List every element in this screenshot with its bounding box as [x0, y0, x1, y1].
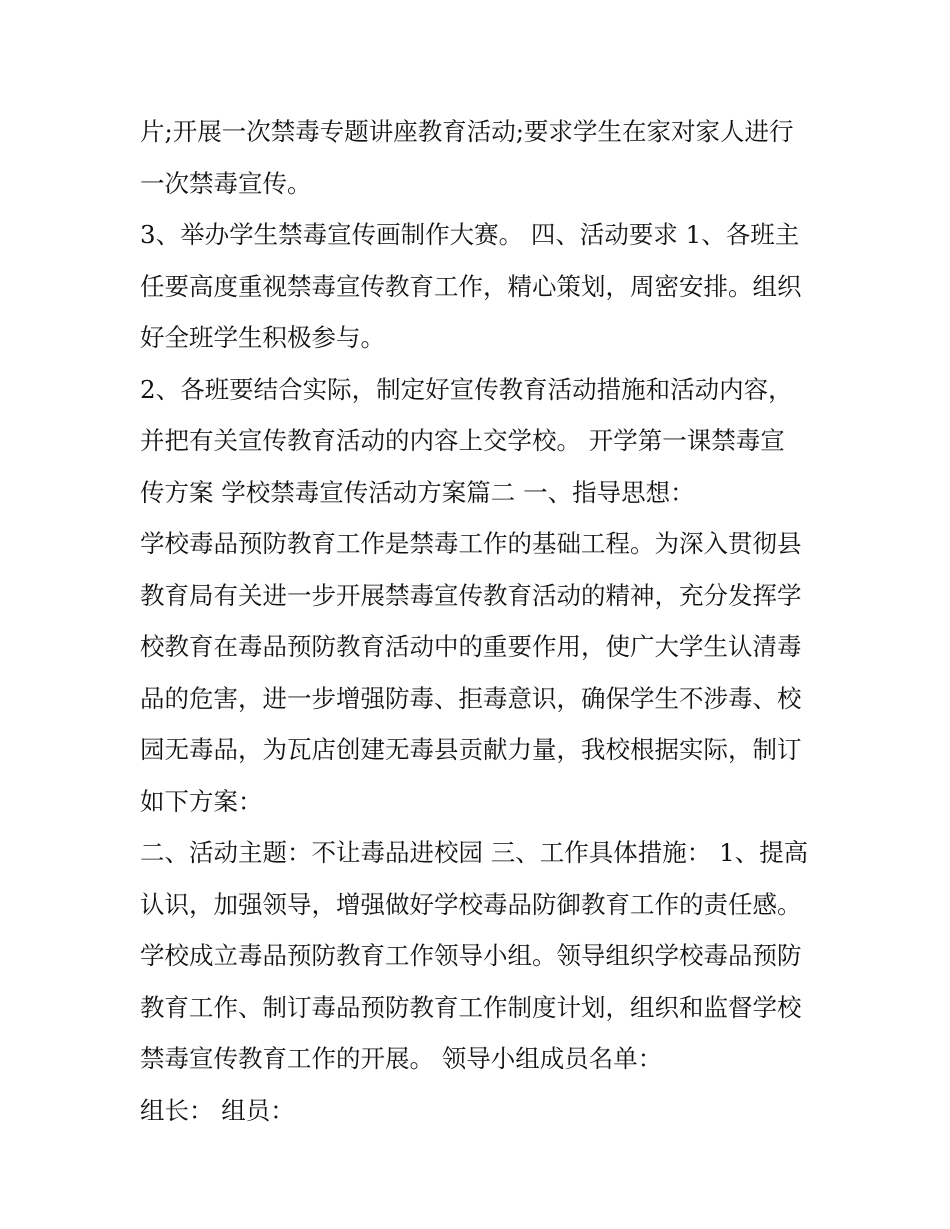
text-line: 学校毒品预防教育工作是禁毒工作的基础工程。为深入贯彻县: [140, 529, 802, 558]
text-line: 二、活动主题：不让毒品进校园 三、工作具体措施： 1、提高: [140, 838, 809, 867]
text-line: 一次禁毒宣传。: [140, 168, 312, 198]
text-line: 任要高度重视禁毒宣传教育工作，精心策划，周密安排。组织: [140, 271, 802, 301]
text-line: 教育局有关进一步开展禁毒宣传教育活动的精神，充分发挥学: [140, 580, 802, 610]
text-line: 并把有关宣传教育活动的内容上交学校。 开学第一课禁毒宣: [140, 426, 785, 455]
text-line: 品的危害，进一步增强防毒、拒毒意识，确保学生不涉毒、校: [140, 683, 802, 713]
text-line: 禁毒宣传教育工作的开展。 领导小组成员名单：: [140, 1044, 663, 1073]
text-line: 片;开展一次禁毒专题讲座教育活动;要求学生在家对家人进行: [140, 117, 794, 146]
text-line: 组长： 组员：: [140, 1095, 295, 1125]
text-line: 学校成立毒品预防教育工作领导小组。领导组织学校毒品预防: [140, 941, 802, 970]
text-line: 校教育在毒品预防教育活动中的重要作用，使广大学生认清毒: [140, 632, 802, 661]
text-line: 如下方案：: [140, 786, 263, 816]
text-line: 园无毒品，为瓦店创建无毒县贡献力量，我校根据实际，制订: [140, 735, 802, 764]
text-line: 传方案 学校禁毒宣传活动方案篇二 一、指导思想：: [140, 477, 695, 507]
text-line: 教育工作、制订毒品预防教育工作制度计划，组织和监督学校: [140, 992, 802, 1022]
body-text: [140, 106, 820, 1136]
text-line: 认识，加强领导，增强做好学校毒品防御教育工作的责任感。: [140, 889, 802, 919]
text-line: 好全班学生积极参与。: [140, 323, 385, 352]
text-line: 2、各班要结合实际，制定好宣传教育活动措施和活动内容，: [140, 374, 793, 404]
text-line: 3、举办学生禁毒宣传画制作大赛。 四、活动要求 1、各班主: [140, 220, 800, 249]
